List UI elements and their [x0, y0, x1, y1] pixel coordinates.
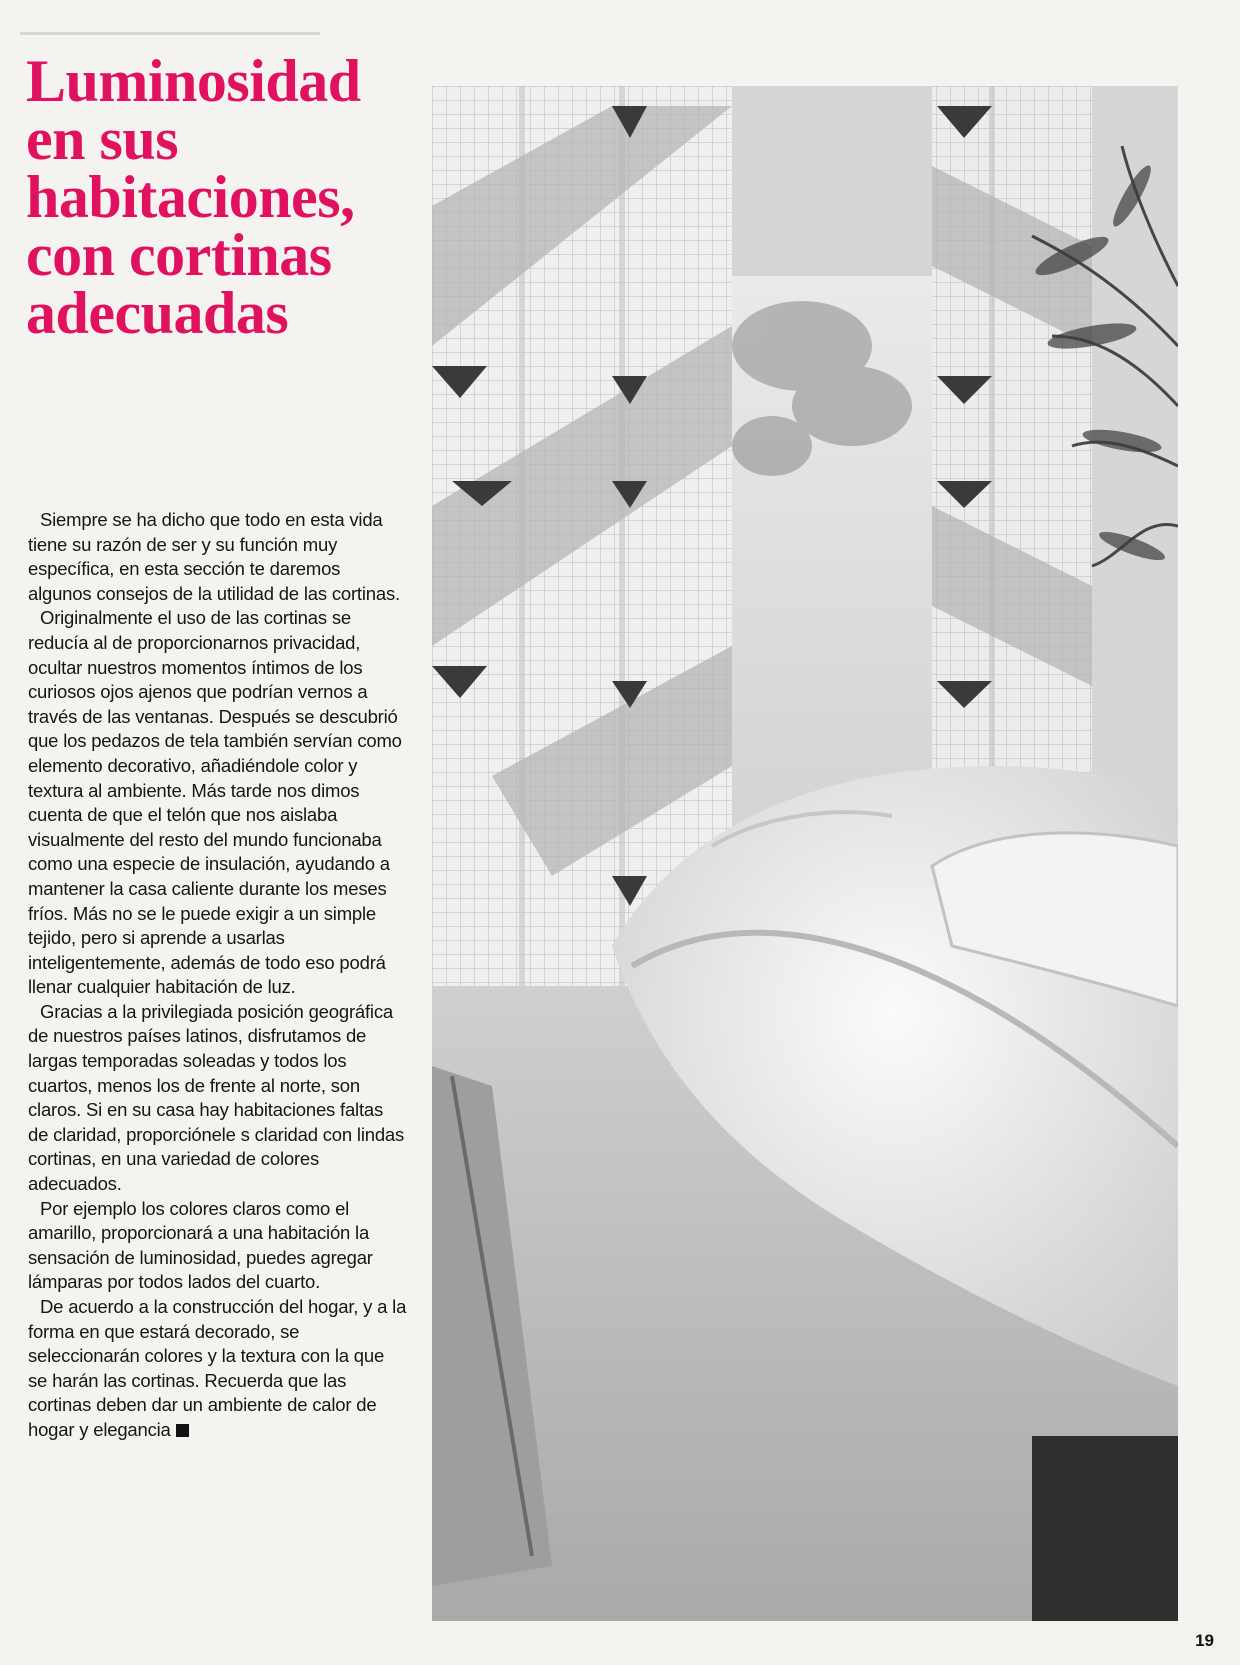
- headline-line-4: con cortinas: [26, 222, 332, 288]
- headline-line-5: adecuadas: [26, 280, 289, 346]
- headline-line-3: habitaciones,: [26, 164, 355, 230]
- headline-line-2: en sus: [26, 106, 179, 172]
- curtains-with-triangle-pattern-and-sofa-photo: [432, 86, 1178, 1621]
- paragraph-3: Gracias a la privilegiada posición geográfica de nuestros países latinos, disfrutamos de largas temporadas soleadas y todos los cuartos, menos los de frente al norte, son claros. Si en su casa hay habitaciones faltas de claridad, proporciónele s claridad con lindas cortinas, en una variedad de colores adecuados.: [28, 1000, 405, 1195]
- paragraph-4: Por ejemplo los colores claros como el amarillo, proporcionará a una habitación la sensación de luminosidad, puedes agregar lámparas por todos lados del cuarto.: [28, 1197, 373, 1293]
- top-rule: [20, 32, 320, 35]
- page-number: 19: [1195, 1631, 1214, 1650]
- end-of-article-mark: [176, 1424, 189, 1437]
- article-body: [28, 508, 408, 1443]
- paragraph-1: Siempre se ha dicho que todo en esta vida tiene su razón de ser y su función muy específica, en esta sección te daremos algunos consejos de la utilidad de las cortinas.: [28, 509, 400, 604]
- paragraph-5: [28, 1295, 408, 1443]
- article-headline: [26, 48, 526, 346]
- headline-line-1: Luminosidad: [26, 48, 361, 114]
- paragraph-5-text: De acuerdo a la construcción del hogar, y a la forma en que estará decorado, se seleccionarán colores y la textura con la que se harán las cortinas. Recuerda que las cortinas deben dar un ambiente de calor de hogar y elegancia: [28, 1296, 407, 1440]
- photo-illustration: [432, 86, 1178, 1621]
- paragraph-2: Originalmente el uso de las cortinas se reducía al de proporcionarnos privacidad, ocultar nuestros momentos íntimos de los curiosos ojos ajenos que podrían vernos a través de las ventanas. Después se descubrió que los pedazos de tela también servían como elemento decorativo, añadiéndole color y textura al ambiente. Más tarde nos dimos cuenta de que el telón que nos aislaba visualmente del resto del mundo funcionaba como una especie de insulación, ayudando a mantener la casa caliente durante los meses fríos. Más no se le puede exigir a un simple tejido, pero si aprende a usarlas inteligentemente, además de todo eso podrá llenar cualquier habitación de luz.: [28, 607, 402, 998]
- corner-furniture: [1032, 1436, 1178, 1621]
